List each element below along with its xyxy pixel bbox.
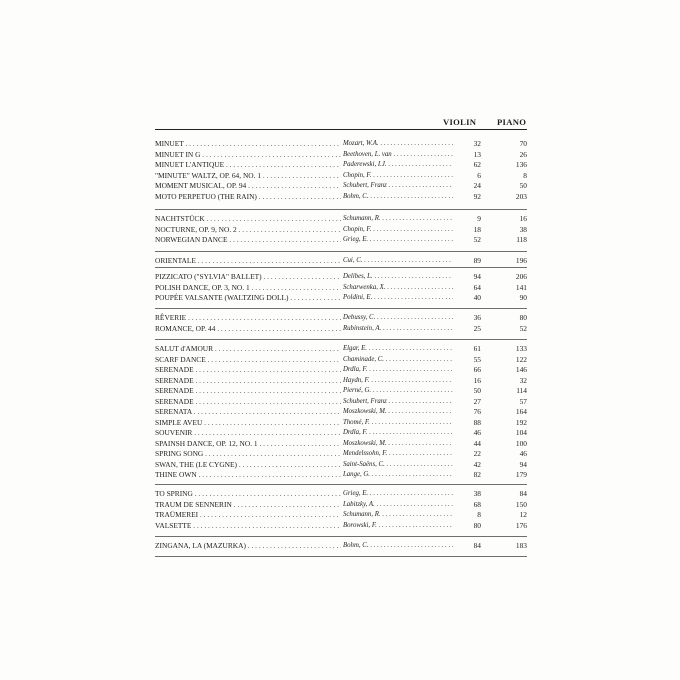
piano-page-number: 164 <box>515 407 527 416</box>
group-separator <box>155 556 527 557</box>
composer-name: Pierné, G. . . . <box>343 386 453 396</box>
piece-title: SPAINSH DANCE, OP. 12, NO. 1 . . . <box>155 439 341 449</box>
violin-page-number: 8 <box>477 510 481 519</box>
composer-name: Bohm, C. . . . <box>343 541 453 551</box>
index-entry <box>155 181 527 191</box>
index-entry <box>155 365 527 375</box>
violin-page-number: 16 <box>473 375 481 385</box>
piano-page-number: 141 <box>515 282 527 292</box>
index-entry <box>155 139 527 149</box>
index-entry <box>155 428 527 438</box>
piece-title: SERENADE . . . <box>155 365 341 375</box>
piece-title: SERENATA . . . <box>155 407 341 417</box>
violin-page-number: 50 <box>473 386 481 395</box>
index-entry <box>155 225 527 235</box>
violin-page-number: 13 <box>473 149 481 159</box>
index-entry <box>155 470 527 480</box>
composer-name: Labitzky, A. . . . <box>343 500 453 510</box>
index-entry <box>155 418 527 428</box>
piano-page-number: 192 <box>515 417 527 427</box>
piece-title: POLISH DANCE, OP. 3, NO. 1 . . . <box>155 283 341 293</box>
violin-page-number: 27 <box>473 396 481 406</box>
violin-page-number: 88 <box>473 417 481 427</box>
violin-page-number: 64 <box>473 282 481 292</box>
violin-page-number: 36 <box>473 313 481 322</box>
piece-title: NOCTURNE, OP. 9, NO. 2 . . . <box>155 225 341 235</box>
index-entry <box>155 376 527 386</box>
piano-page-number: 94 <box>519 459 527 469</box>
index-entry <box>155 521 527 531</box>
violin-page-number: 89 <box>473 256 481 265</box>
composer-name: Schubert, Franz . . . <box>343 181 453 191</box>
index-entry <box>155 324 527 334</box>
piano-page-number: 70 <box>519 139 527 148</box>
piano-page-number: 179 <box>515 470 527 479</box>
piano-page-number: 150 <box>515 499 527 509</box>
violin-page-number: 32 <box>473 139 481 148</box>
index-entry <box>155 283 527 293</box>
piece-title: RÊVERIE . . . <box>155 313 341 323</box>
composer-name: Bohm, C. . . . <box>343 192 453 202</box>
violin-page-number: 22 <box>473 449 481 458</box>
piece-title: SPRING SONG . . . <box>155 449 341 459</box>
violin-page-number: 40 <box>473 293 481 302</box>
violin-page-number: 94 <box>473 272 481 281</box>
index-entry <box>155 460 527 470</box>
index-entry <box>155 407 527 417</box>
violin-page-number: 61 <box>473 344 481 353</box>
piano-page-number: 52 <box>519 323 527 333</box>
index-entry <box>155 355 527 365</box>
index-entry <box>155 500 527 510</box>
piece-title: SALUT d'AMOUR . . . <box>155 344 341 354</box>
piece-title: TRAÜMEREI . . . <box>155 510 341 520</box>
piano-page-number: 84 <box>519 489 527 498</box>
piece-title: SIMPLE AVEU . . . <box>155 418 341 428</box>
piece-title: ORIENTALE . . . <box>155 256 341 266</box>
composer-name: Grieg, E. . . . <box>343 235 453 245</box>
piano-page-number: 196 <box>515 256 527 265</box>
piece-title: NACHTSTÜCK . . . <box>155 214 341 224</box>
piano-page-number: 136 <box>515 160 527 169</box>
index-entry <box>155 256 527 266</box>
piano-page-number: 90 <box>519 293 527 302</box>
piano-page-number: 133 <box>515 344 527 353</box>
composer-name: Grieg, E. . . . <box>343 489 453 499</box>
piano-page-number: 26 <box>519 149 527 159</box>
composer-name: Rubinstein, A. . . . <box>343 324 453 334</box>
index-entry <box>155 313 527 323</box>
violin-page-number: 44 <box>473 438 481 448</box>
group-separator <box>155 339 527 340</box>
composer-name: Chopin, F. . . . <box>343 225 453 235</box>
violin-column-header: VIOLIN <box>443 117 477 127</box>
index-entry <box>155 150 527 160</box>
piano-page-number: 16 <box>519 214 527 223</box>
index-entry <box>155 386 527 396</box>
composer-name: Mozart, W.A. . . . <box>343 139 453 149</box>
index-entry <box>155 214 527 224</box>
piece-title: SERENADE . . . <box>155 376 341 386</box>
violin-page-number: 82 <box>473 470 481 479</box>
index-entry <box>155 489 527 499</box>
piece-title: MOTO PERPETUO (THE RAIN) . . . <box>155 192 341 202</box>
violin-page-number: 66 <box>473 365 481 374</box>
index-entry <box>155 541 527 551</box>
piece-title: MINUET . . . <box>155 139 341 149</box>
composer-name: Lange, G. . . . <box>343 470 453 480</box>
piece-title: SERENADE . . . <box>155 397 341 407</box>
piano-page-number: 46 <box>519 449 527 458</box>
group-separator <box>155 536 527 537</box>
violin-page-number: 68 <box>473 499 481 509</box>
piano-page-number: 206 <box>515 272 527 281</box>
piece-title: ROMANCE, OP. 44 . . . <box>155 324 341 334</box>
composer-name: Schubert, Franz . . . <box>343 397 453 407</box>
composer-name: Poldini, E. . . . <box>343 293 453 303</box>
composer-name: Borowski, F. . . . <box>343 521 453 531</box>
piano-page-number: 57 <box>519 396 527 406</box>
index-entry <box>155 449 527 459</box>
piece-title: MOMENT MUSICAL, OP. 94 . . . <box>155 181 341 191</box>
violin-page-number: 9 <box>477 214 481 223</box>
piece-title: SERENADE . . . <box>155 386 341 396</box>
piano-page-number: 8 <box>523 170 527 180</box>
composer-name: Delibes, L. . . . <box>343 272 453 282</box>
piece-title: ZINGANA, LA (MAZURKA) . . . <box>155 541 341 551</box>
violin-page-number: 6 <box>477 170 481 180</box>
composer-name: Debussy, C. . . . <box>343 313 453 323</box>
composer-name: Saint-Saëns, C. . . . <box>343 460 453 470</box>
composer-name: Moszkowski, M. . . . <box>343 439 453 449</box>
composer-name: Chaminade, C. . . . <box>343 355 453 365</box>
piece-title: SWAN, THE (LE CYGNE) . . . <box>155 460 341 470</box>
composer-name: Schumann, R. . . . <box>343 214 453 224</box>
piece-title: POUPÉE VALSANTE (WALTZING DOLL) . . . <box>155 293 341 303</box>
group-separator <box>155 308 527 309</box>
index-entry <box>155 235 527 245</box>
index-entry <box>155 397 527 407</box>
index-entry <box>155 192 527 202</box>
piano-page-number: 100 <box>515 438 527 448</box>
violin-page-number: 62 <box>473 160 481 169</box>
composer-name: Paderewski, I.J. . . . <box>343 160 453 170</box>
composer-name: Chopin, F. . . . <box>343 171 453 181</box>
piano-page-number: 114 <box>516 386 527 395</box>
violin-page-number: 92 <box>473 191 481 201</box>
piano-page-number: 122 <box>515 354 527 364</box>
piece-title: VALSETTE . . . <box>155 521 341 531</box>
piece-title: TO SPRING . . . <box>155 489 341 499</box>
violin-page-number: 18 <box>473 224 481 234</box>
piece-title: THINE OWN . . . <box>155 470 341 480</box>
piano-page-number: 183 <box>515 541 527 550</box>
composer-name: Drdla, F. . . . <box>343 428 453 438</box>
index-entry <box>155 510 527 520</box>
group-separator <box>155 484 527 485</box>
piece-title: SCARF DANCE . . . <box>155 355 341 365</box>
index-entry <box>155 171 527 181</box>
index-entry <box>155 293 527 303</box>
composer-name: Moszkowski, M. . . . <box>343 407 453 417</box>
group-separator <box>155 251 527 252</box>
composer-name: Haydn, F. . . . <box>343 376 453 386</box>
piece-title: SOUVENIR . . . <box>155 428 341 438</box>
composer-name: Scharwenka, X. . . . <box>343 283 453 293</box>
composer-name: Drdla, F. . . . <box>343 365 453 375</box>
piano-page-number: 80 <box>519 313 527 322</box>
piano-page-number: 32 <box>519 375 527 385</box>
violin-page-number: 25 <box>473 323 481 333</box>
violin-page-number: 42 <box>473 459 481 469</box>
violin-page-number: 55 <box>473 354 481 364</box>
piano-page-number: 118 <box>516 235 527 244</box>
violin-page-number: 84 <box>473 541 481 550</box>
violin-page-number: 80 <box>473 520 481 530</box>
piece-title: PIZZICATO ("SYLVIA" BALLET) . . . <box>155 272 341 282</box>
index-entry <box>155 439 527 449</box>
index-entry <box>155 272 527 282</box>
violin-page-number: 46 <box>473 428 481 437</box>
group-separator <box>155 209 527 210</box>
violin-page-number: 38 <box>473 489 481 498</box>
piano-page-number: 203 <box>515 191 527 201</box>
violin-page-number: 52 <box>473 235 481 244</box>
piece-title: "MINUTE" WALTZ, OP. 64, NO. 1 . . . <box>155 171 341 181</box>
piano-page-number: 50 <box>519 181 527 190</box>
index-entry <box>155 160 527 170</box>
violin-page-number: 24 <box>473 181 481 190</box>
composer-name: Thomé, F. . . . <box>343 418 453 428</box>
composer-name: Cui, C. . . . <box>343 256 453 266</box>
piece-title: NORWEGIAN DANCE . . . <box>155 235 341 245</box>
piece-title: MINUET L'ANTIQUE . . . <box>155 160 341 170</box>
index-entry <box>155 344 527 354</box>
group-separator <box>155 267 527 268</box>
piece-title: TRAUM DE SENNERIN . . . <box>155 500 341 510</box>
piece-title: MINUET IN G . . . <box>155 150 341 160</box>
composer-name: Beethoven, L. van . . . <box>343 150 453 160</box>
piano-page-number: 38 <box>519 224 527 234</box>
piano-column-header: PIANO <box>497 117 527 127</box>
composer-name: Schumann, R. . . . <box>343 510 453 520</box>
composer-name: Elgar, E. . . . <box>343 344 453 354</box>
piano-page-number: 146 <box>515 365 527 374</box>
piano-page-number: 12 <box>519 510 527 519</box>
piano-page-number: 176 <box>515 520 527 530</box>
header-rule <box>155 129 527 130</box>
violin-page-number: 76 <box>473 407 481 416</box>
composer-name: Mendelssohn, F. . . . <box>343 449 453 459</box>
piano-page-number: 104 <box>515 428 527 437</box>
